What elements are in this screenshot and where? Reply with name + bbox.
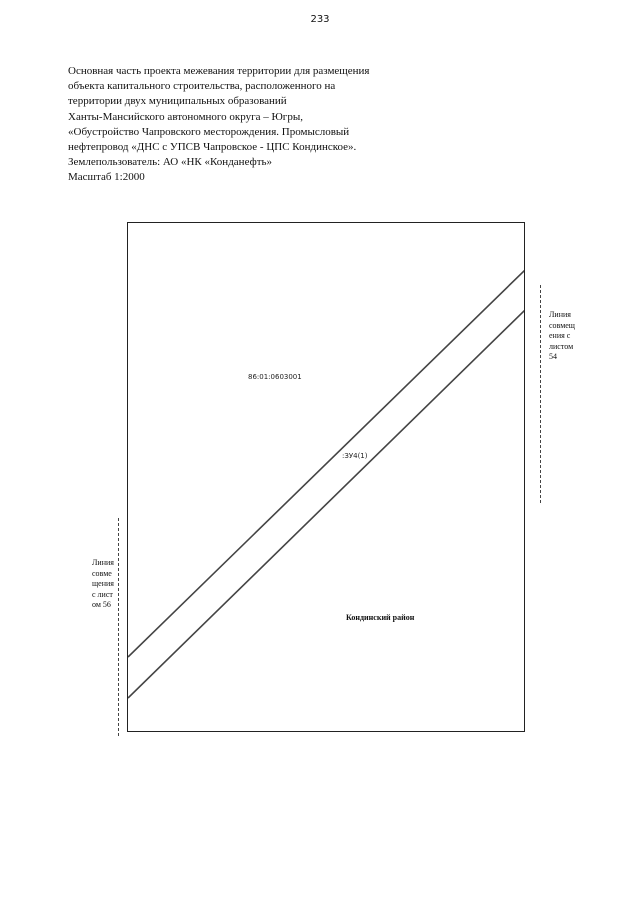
right-match-line-label: Линия совмещения с листом 54 — [549, 310, 575, 361]
header-line: территории двух муниципальных образований — [68, 95, 287, 108]
pipeline-boundary-upper — [128, 269, 525, 657]
cadastral-quarter-label: 86:01:0603001 — [248, 373, 302, 381]
pipeline-boundary-lower — [128, 309, 525, 698]
header-line: Основная часть проекта межевания территории для размещения — [68, 65, 370, 77]
page-number: 233 — [310, 14, 330, 25]
left-match-line-label: Линия совмещения с листом 56 — [92, 558, 114, 609]
left-match-line — [118, 518, 119, 736]
document-header — [68, 64, 428, 186]
district-label: Кондинский район — [346, 613, 415, 622]
header-line: нефтепровод «ДНС с УПСВ Чапровское - ЦПС Кондинское». — [68, 141, 357, 154]
map-drawing — [128, 223, 525, 732]
header-line: Землепользователь: АО «НК «Конданефть» — [68, 156, 273, 169]
header-line: Ханты-Мансийского автономного округа – Югры, — [68, 110, 303, 123]
header-line: объекта капитального строительства, расположенного на — [68, 80, 336, 93]
header-line: «Обустройство Чапровского месторождения. Промысловый — [68, 125, 350, 138]
map-frame — [127, 222, 525, 732]
plot-label: :ЗУ4(1) — [342, 452, 368, 460]
right-match-line — [540, 285, 541, 503]
header-line: Масштаб 1:2000 — [68, 171, 145, 184]
